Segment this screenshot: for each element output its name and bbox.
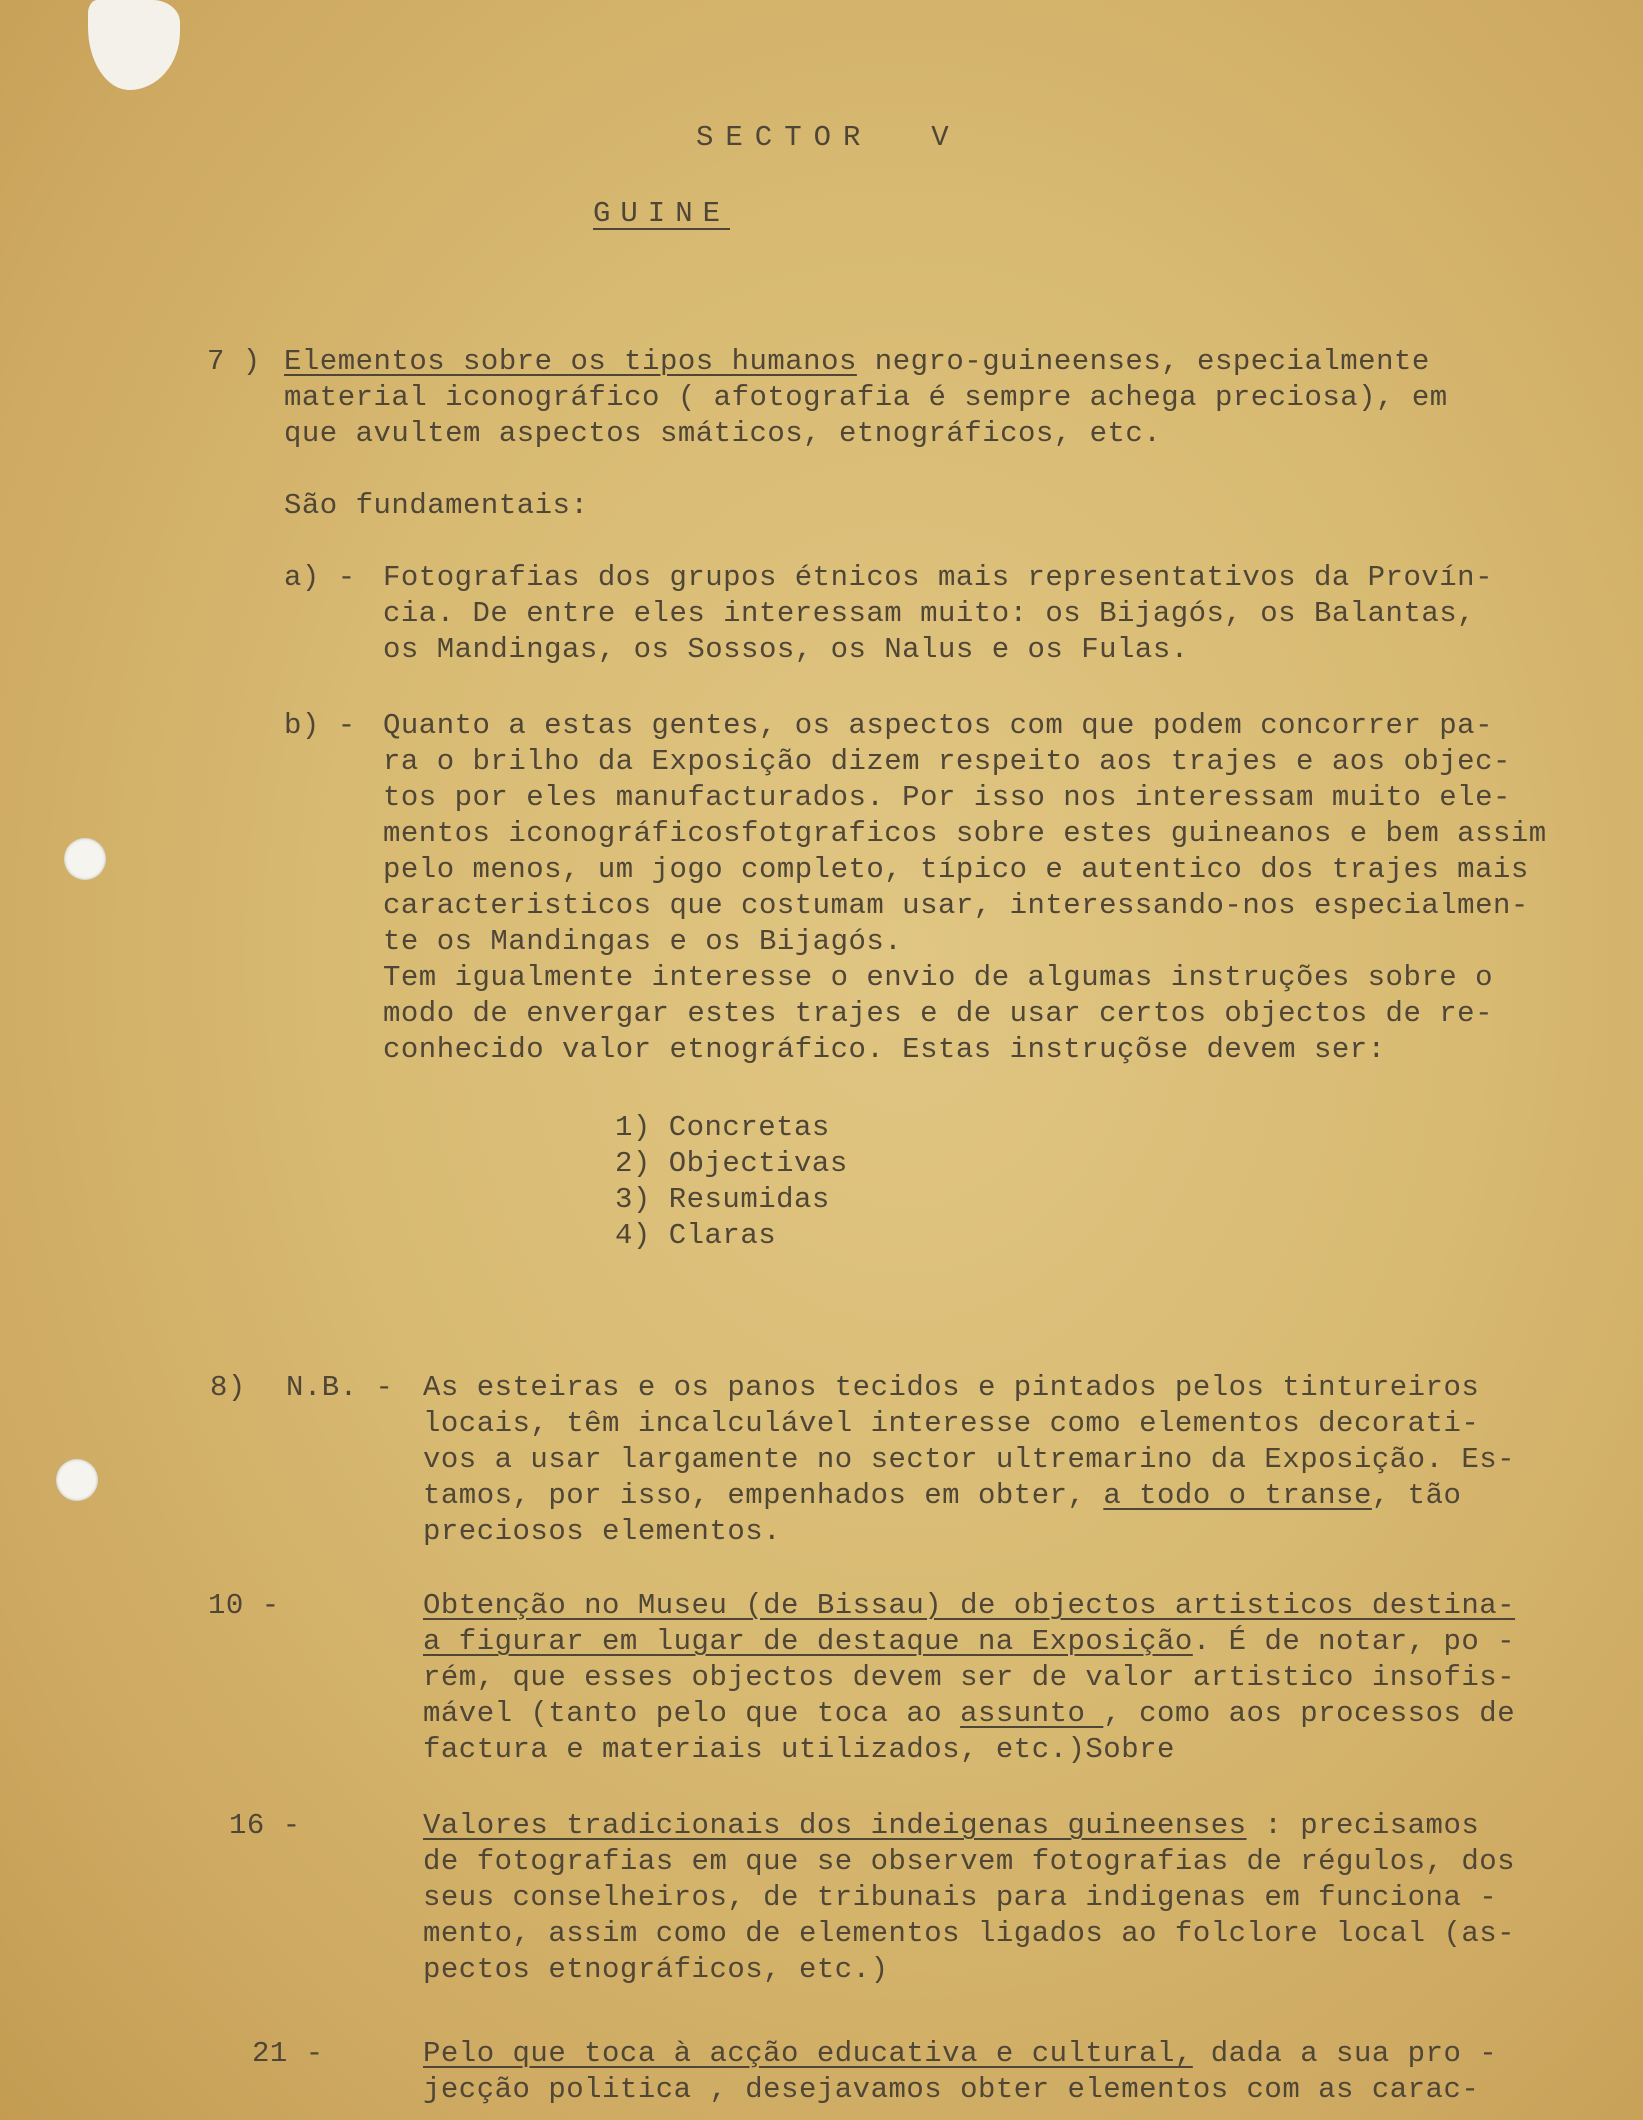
item-number-21: 21 - <box>252 2037 324 2070</box>
item7-line1-rest: negro-guineenses, especialmente <box>856 345 1430 378</box>
item8-underlined-phrase: a todo o transe <box>1103 1479 1372 1512</box>
punch-hole-upper <box>64 838 106 880</box>
item16-line1 <box>423 1808 1479 1844</box>
item21-line2: jecção politica , desejavamos obter elementos com as carac- <box>423 2073 1480 2106</box>
punch-hole-lower <box>56 1459 98 1501</box>
item8-line: locais, têm incalculável interesse como elementos decorati- <box>423 1407 1480 1440</box>
item7-a-line: Fotografias dos grupos étnicos mais representativos da Provín- <box>383 561 1493 594</box>
item7-heading: Elementos sobre os tipos humanos <box>284 345 857 378</box>
sector-title: SECTOR V <box>696 121 961 154</box>
item10-line4-post: , como aos processos de <box>1103 1697 1516 1730</box>
item8-line4 <box>423 1478 1461 1514</box>
item7-line3: que avultem aspectos smáticos, etnográficos, etc. <box>284 417 1162 450</box>
item16-heading: Valores tradicionais dos indeigenas guineenses <box>423 1809 1247 1842</box>
item-number-10: 10 - <box>208 1589 280 1622</box>
subtitle: GUINE <box>593 197 731 230</box>
item7-b-label: b) - <box>284 709 356 742</box>
item7-b-line: conhecido valor etnográfico. Estas instruçõse devem ser: <box>383 1033 1386 1066</box>
item7-line1 <box>284 344 1430 380</box>
item10-heading-line2: a figurar em lugar de destaque na Exposição <box>423 1625 1193 1658</box>
torn-corner <box>88 0 180 90</box>
item7-a-line: os Mandingas, os Sossos, os Nalus e os Fulas. <box>383 633 1189 666</box>
item16-line: seus conselheiros, de tribunais para indigenas em funciona - <box>423 1881 1498 1914</box>
item7-b-line: mentos iconográficosfotgraficos sobre estes guineanos e bem assim <box>383 817 1547 850</box>
item10-heading-line1: Obtenção no Museu (de Bissau) de objectos artisticos destina- <box>423 1589 1516 1622</box>
item7-b-line: caracteristicos que costumam usar, interessando-nos especialmen- <box>383 889 1529 922</box>
item10-line2 <box>423 1624 1515 1660</box>
item8-label: N.B. - <box>286 1371 394 1404</box>
instruction-list-item: 3) Resumidas <box>615 1183 830 1216</box>
instruction-list-item: 4) Claras <box>615 1219 777 1252</box>
item7-b-line: Quanto a estas gentes, os aspectos com que podem concorrer pa- <box>383 709 1493 742</box>
item7-b-line: tos por eles manufacturados. Por isso nos interessam muito ele- <box>383 781 1511 814</box>
item21-line1-rest: dada a sua pro - <box>1192 2037 1498 2070</box>
item21-heading: Pelo que toca à acção educativa e cultural, <box>423 2037 1193 2070</box>
item16-line: de fotografias em que se observem fotografias de régulos, dos <box>423 1845 1516 1878</box>
item7-line2: material iconográfico ( afotografia é sempre achega preciosa), em <box>284 381 1448 414</box>
item7-b-line: pelo menos, um jogo completo, típico e autentico dos trajes mais <box>383 853 1529 886</box>
item8-line: vos a usar largamente no sector ultremarino da Exposição. Es- <box>423 1443 1516 1476</box>
item7-b-line: modo de envergar estes trajes e de usar certos objectos de re- <box>383 997 1493 1030</box>
item-number-7: 7 ) <box>207 345 261 378</box>
item8-line5: preciosos elementos. <box>423 1515 782 1548</box>
item10-line4 <box>423 1696 1515 1732</box>
item10-line2-rest: . É de notar, po - <box>1192 1625 1516 1658</box>
item10-line3: rém, que esses objectos devem ser de valor artistico insofis- <box>423 1661 1516 1694</box>
item7-a-line: cia. De entre eles interessam muito: os Bijagós, os Balantas, <box>383 597 1476 630</box>
item7-a-label: a) - <box>284 561 356 594</box>
item10-line5: factura e materiais utilizados, etc.)Sobre <box>423 1733 1175 1766</box>
item8-line4-pre: tamos, por isso, empenhados em obter, <box>423 1479 1104 1512</box>
item7-fundamentais: São fundamentais: <box>284 489 589 522</box>
item-number-8: 8) <box>210 1371 246 1404</box>
item16-line: pectos etnográficos, etc.) <box>423 1953 889 1986</box>
item16-line1-rest: : precisamos <box>1246 1809 1480 1842</box>
item7-b-line: te os Mandingas e os Bijagós. <box>383 925 903 958</box>
item21-line1 <box>423 2036 1497 2072</box>
item8-line: As esteiras e os panos tecidos e pintados pelos tintureiros <box>423 1371 1480 1404</box>
item7-b-line: Tem igualmente interesse o envio de algumas instruções sobre o <box>383 961 1493 994</box>
instruction-list-item: 2) Objectivas <box>615 1147 848 1180</box>
instruction-list-item: 1) Concretas <box>615 1111 830 1144</box>
item10-underlined-word: assunto <box>960 1697 1104 1730</box>
item-number-16: 16 - <box>229 1809 301 1842</box>
item8-line4-post: , tão <box>1371 1479 1462 1512</box>
item16-line: mento, assim como de elementos ligados ao folclore local (as- <box>423 1917 1516 1950</box>
item10-line4-pre: mável (tanto pelo que toca ao <box>423 1697 961 1730</box>
item7-b-line: ra o brilho da Exposição dizem respeito aos trajes e aos objec- <box>383 745 1511 778</box>
